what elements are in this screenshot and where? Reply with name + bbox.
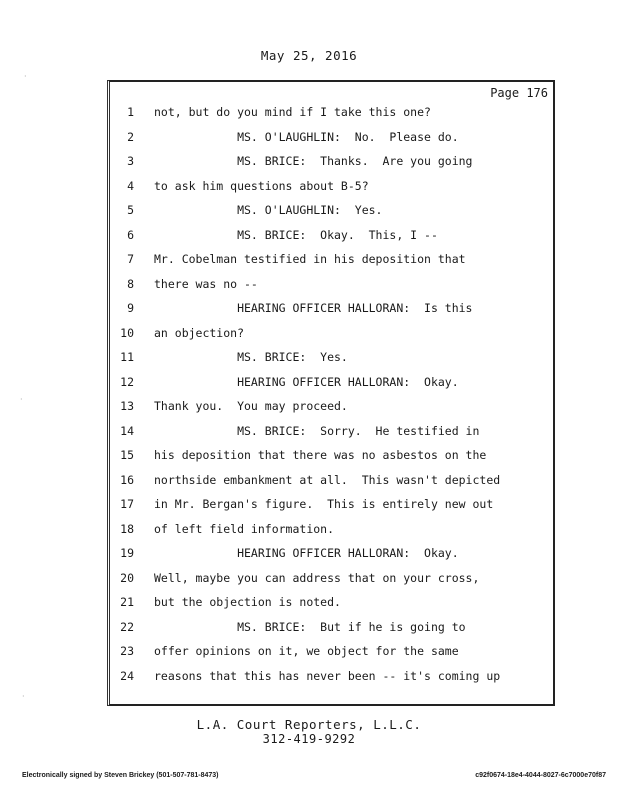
line-text: but the objection is noted. xyxy=(154,595,341,609)
electronic-signature: Electronically signed by Steven Brickey (501-507-781-8473) xyxy=(22,772,219,779)
line-number: 17 xyxy=(120,497,134,511)
line-number: 13 xyxy=(120,399,134,413)
transcript-line xyxy=(0,399,618,423)
line-text: MS. BRICE: Yes. xyxy=(154,350,348,364)
line-text: Thank you. You may proceed. xyxy=(154,399,348,413)
transcript-line xyxy=(0,424,618,448)
transcript-line xyxy=(0,301,618,325)
line-text: HEARING OFFICER HALLORAN: Okay. xyxy=(154,546,459,560)
transcript-line xyxy=(0,595,618,619)
line-number: 23 xyxy=(120,644,134,658)
transcript-line xyxy=(0,179,618,203)
line-text: MS. BRICE: Sorry. He testified in xyxy=(154,423,480,438)
line-number: 5 xyxy=(127,203,134,217)
line-number: 9 xyxy=(127,301,134,315)
line-text: northside embankment at all. This wasn't depicted xyxy=(154,472,501,487)
line-text: MS. BRICE: Okay. This, I -- xyxy=(154,227,438,242)
line-number: 11 xyxy=(120,350,134,364)
transcript-date: May 25, 2016 xyxy=(260,48,358,63)
line-text: an objection? xyxy=(154,325,245,340)
line-number: 1 xyxy=(127,105,134,119)
line-number: 14 xyxy=(120,423,134,438)
line-text: MS. O'LAUGHLIN: Yes. xyxy=(154,203,383,217)
document-hash: c92f0674-18e4-4044-8027-6c7000e70f87 xyxy=(475,772,606,779)
line-text: MS. BRICE: Thanks. Are you going xyxy=(154,154,473,168)
transcript-line xyxy=(0,620,618,644)
line-number: 10 xyxy=(120,325,134,340)
transcript-line xyxy=(0,522,618,546)
line-number: 21 xyxy=(120,595,134,609)
transcript-line xyxy=(0,473,618,497)
scan-mark-icon: · xyxy=(24,72,27,81)
transcript-line xyxy=(0,644,618,668)
line-number: 3 xyxy=(127,154,134,168)
scan-mark-icon: · xyxy=(22,692,25,701)
line-text: MS. O'LAUGHLIN: No. Please do. xyxy=(154,129,459,144)
line-number: 19 xyxy=(120,546,134,560)
transcript-line xyxy=(0,448,618,472)
line-text: his deposition that there was no asbestos on the xyxy=(154,448,487,462)
line-number: 15 xyxy=(120,448,134,462)
line-text: in Mr. Bergan's figure. This is entirely new out xyxy=(154,497,494,511)
reporter-company: L.A. Court Reporters, L.L.C. xyxy=(196,717,422,732)
line-number: 4 xyxy=(127,178,134,193)
transcript-line xyxy=(0,350,618,374)
transcript-line xyxy=(0,277,618,301)
line-text: offer opinions on it, we object for the same xyxy=(154,644,459,658)
line-text: there was no -- xyxy=(154,276,258,291)
line-text: reasons that this has never been -- it's coming up xyxy=(154,668,501,683)
line-number: 20 xyxy=(120,570,134,585)
line-number: 8 xyxy=(127,276,134,291)
transcript-line xyxy=(0,154,618,178)
line-text: Mr. Cobelman testified in his deposition that xyxy=(154,252,466,266)
line-number: 18 xyxy=(120,521,134,536)
transcript-line xyxy=(0,571,618,595)
reporter-phone: 312-419-9292 xyxy=(262,732,356,746)
line-number: 12 xyxy=(120,374,134,389)
transcript-line xyxy=(0,130,618,154)
scan-mark-icon: · xyxy=(20,395,23,404)
line-text: of left field information. xyxy=(154,521,335,536)
transcript-line xyxy=(0,228,618,252)
transcript-line xyxy=(0,252,618,276)
line-text: HEARING OFFICER HALLORAN: Is this xyxy=(154,301,473,315)
transcript-line xyxy=(0,326,618,350)
line-number: 24 xyxy=(120,668,134,683)
transcript-line xyxy=(0,105,618,129)
transcript-line xyxy=(0,669,618,693)
line-number: 2 xyxy=(127,129,134,144)
transcript-line xyxy=(0,375,618,399)
line-number: 6 xyxy=(127,227,134,242)
line-text: not, but do you mind if I take this one? xyxy=(154,105,431,119)
line-text: Well, maybe you can address that on your cross, xyxy=(154,570,480,585)
page-number: Page 176 xyxy=(490,86,548,100)
transcript-line xyxy=(0,546,618,570)
line-number: 22 xyxy=(120,619,134,634)
line-text: to ask him questions about B-5? xyxy=(154,178,369,193)
line-number: 7 xyxy=(127,252,134,266)
transcript-line xyxy=(0,203,618,227)
line-text: MS. BRICE: But if he is going to xyxy=(154,619,466,634)
transcript-line xyxy=(0,497,618,521)
line-number: 16 xyxy=(120,472,134,487)
line-text: HEARING OFFICER HALLORAN: Okay. xyxy=(154,374,459,389)
